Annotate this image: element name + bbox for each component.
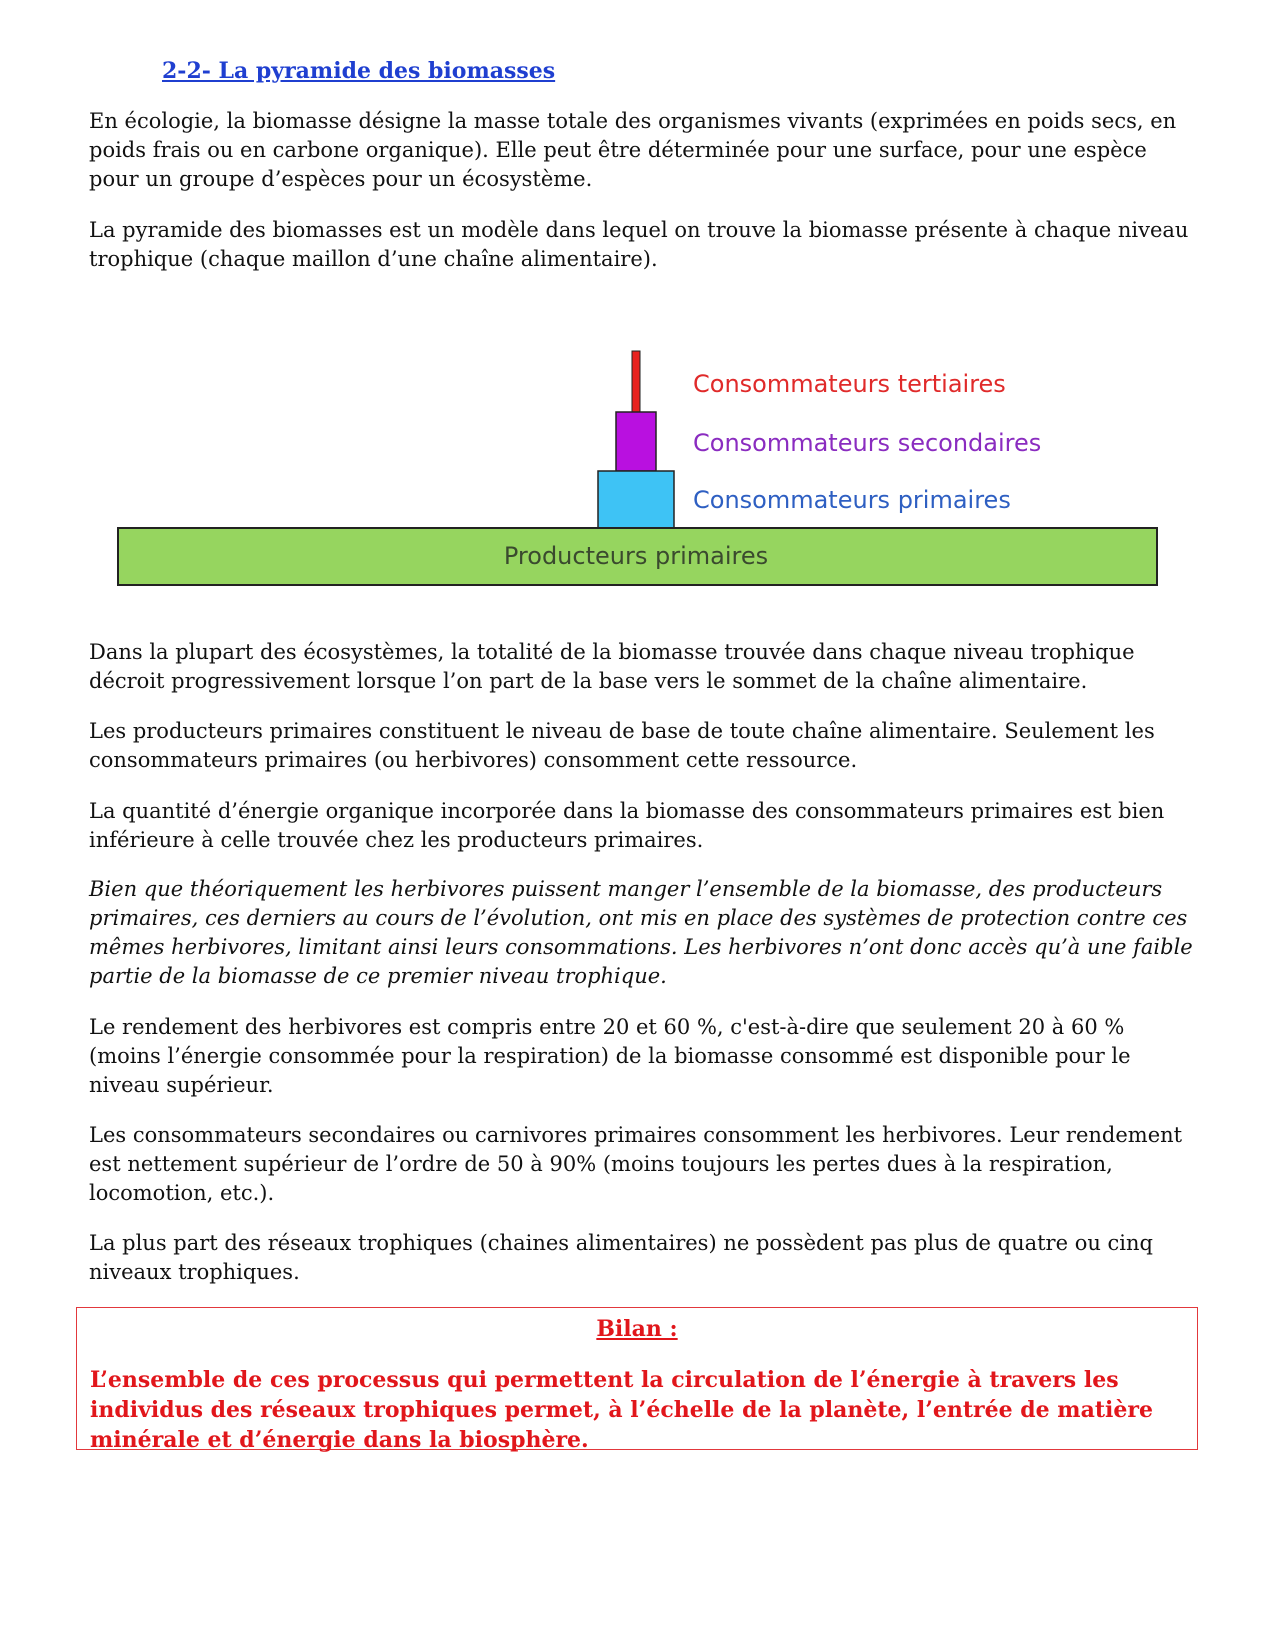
label-primary-consumers: Consommateurs primaires xyxy=(693,486,1011,514)
intro-paragraph-2: La pyramide des biomasses est un modèle dans lequel on trouve la biomasse présente à chaque niveau trophique (chaque maillon d’une chaîne alimentaire). xyxy=(89,218,1189,271)
pyramid-level-tertiary xyxy=(632,351,640,412)
body-paragraph-4: Bien que théoriquement les herbivores puissent manger l’ensemble de la biomasse, des producteurs primaires, ces derniers au cours de l’évolution, ont mis en place des systèmes de protection contre ces mêmes herbivores, limitant ainsi leurs consommations. Les herbivores n’ont donc accès qu’à une faible partie de la biomasse de ce premier niveau trophique. xyxy=(89,877,1193,988)
bilan-text: L’ensemble de ces processus qui permettent la circulation de l’énergie à travers les individus des réseaux trophiques permet, à l’échelle de la planète, l’entrée de matière minérale et d’énergie dans la biosphère. xyxy=(90,1367,1153,1453)
pyramid-level-secondary xyxy=(616,412,656,471)
bilan-title: Bilan : xyxy=(596,1316,678,1342)
body-paragraph-7: La plus part des réseaux trophiques (chaines alimentaires) ne possèdent pas plus de quatre ou cinq niveaux trophiques. xyxy=(89,1231,1153,1284)
label-secondary-consumers: Consommateurs secondaires xyxy=(693,429,1042,457)
pyramid-level-primary-consumers xyxy=(598,471,674,528)
section-heading: 2-2- La pyramide des biomasses xyxy=(162,58,556,84)
intro-paragraph-1: En écologie, la biomasse désigne la masse totale des organismes vivants (exprimées en poids secs, en poids frais ou en carbone organique). Elle peut être déterminée pour une surface, pour une espèce pour un groupe d’espèces pour un écosystème. xyxy=(89,109,1177,191)
body-paragraph-6: Les consommateurs secondaires ou carnivores primaires consomment les herbivores. Leur rendement est nettement supérieur de l’ordre de 50 à 90% (moins toujours les pertes dues à la respiration, locomotion, etc.). xyxy=(89,1123,1183,1205)
body-paragraph-3: La quantité d’énergie organique incorporée dans la biomasse des consommateurs primaires est bien inférieure à celle trouvée chez les producteurs primaires. xyxy=(89,799,1165,852)
body-paragraph-2: Les producteurs primaires constituent le niveau de base de toute chaîne alimentaire. Seulement les consommateurs primaires (ou herbivores) consomment cette ressource. xyxy=(89,719,1155,772)
bilan-box xyxy=(76,1307,1198,1453)
label-tertiary-consumers: Consommateurs tertiaires xyxy=(693,370,1006,398)
body-paragraph-5: Le rendement des herbivores est compris entre 20 et 60 %, c'est-à-dire que seulement 20 à 60 % (moins l’énergie consommée pour la respiration) de la biomasse consommé est disponible pour le niveau supérieur. xyxy=(89,1015,1131,1097)
body-paragraph-1: Dans la plupart des écosystèmes, la totalité de la biomasse trouvée dans chaque niveau trophique décroit progressivement lorsque l’on part de la base vers le sommet de la chaîne alimentaire. xyxy=(89,640,1135,693)
label-producers: Producteurs primaires xyxy=(503,542,769,570)
biomass-pyramid-diagram xyxy=(0,330,1275,600)
